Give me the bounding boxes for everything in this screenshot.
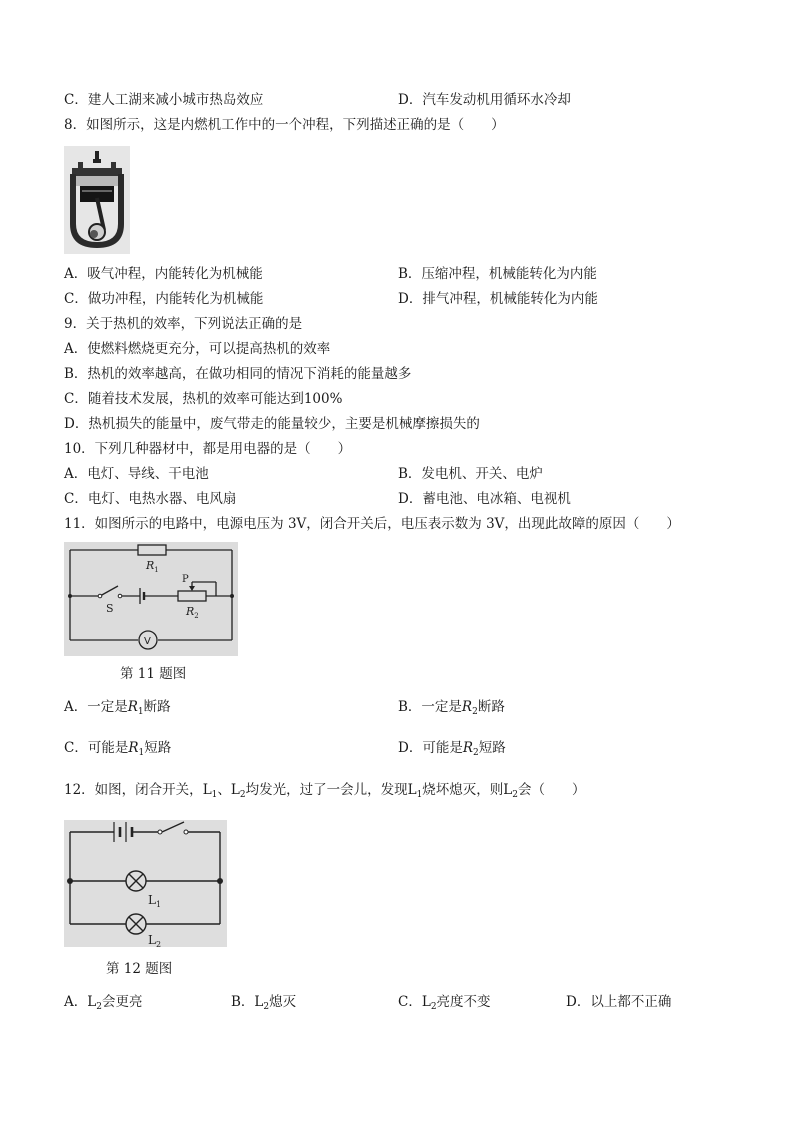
q12-figure-caption: 第 12 题图 [106,961,173,977]
q12-circuit-figure [64,820,227,947]
engine-stroke-figure [64,146,130,254]
q12-circuit-diagram [64,820,227,947]
q10-option-b: B．发电机、开关、电炉 [398,466,543,482]
voltmeter-label: V [144,636,151,647]
q9-option-d: D．热机损失的能量中，废气带走的能量较少，主要是机械摩擦损失的 [64,416,480,432]
q11-circuit-figure [64,542,238,656]
q8-stem: 8．如图所示，这是内燃机工作中的一个冲程，下列描述正确的是（ ） [64,117,505,133]
q7-option-c: C．建人工湖来减小城市热岛效应 [64,92,264,108]
q12-stem: 12．如图，闭合开关，$L_1$、$L_2$均发光，过了一会儿，发现$L_1$烧坏熄灭，则$L_2$会（ ） [64,782,586,800]
q11-option-a: A．一定是$R_1$断路 [64,699,171,717]
engine-cylinder-diagram [64,146,130,254]
q8-option-a: A．吸气冲程，内能转化为机械能 [64,266,263,282]
r1-label: $R_1$ [146,559,159,574]
q12-option-b: B．$L_2$熄灭 [231,994,297,1012]
q11-stem: 11．如图所示的电路中，电源电压为 3V，闭合开关后，电压表示数为 3V，出现此故障的原因（ ） [64,516,680,532]
l2-lamp-label: $L_2$ [148,933,162,947]
q10-option-d: D．蓄电池、电冰箱、电视机 [398,491,571,507]
q11-option-b: B．一定是$R_2$断路 [398,699,505,717]
q8-option-c: C．做功冲程，内能转化为机械能 [64,291,264,307]
r2-label: $R_2$ [186,605,199,620]
q11-circuit-diagram [64,542,238,656]
q12-option-d: D．以上都不正确 [566,994,672,1010]
q12-option-a: A．$L_2$会更亮 [64,994,143,1012]
q9-stem: 9．关于热机的效率，下列说法正确的是 [64,316,303,332]
q8-option-b: B．压缩冲程，机械能转化为内能 [398,266,597,282]
q9-option-b: B．热机的效率越高，在做功相同的情况下消耗的能量越多 [64,366,412,382]
q10-option-a: A．电灯、导线、干电池 [64,466,209,482]
q9-option-c: C．随着技术发展，热机的效率可能达到100% [64,391,343,407]
q11-option-c: C．可能是$R_1$短路 [64,740,172,758]
q7-option-d: D．汽车发动机用循环水冷却 [398,92,571,108]
q10-stem: 10．下列几种器材中，都是用电器的是（ ） [64,441,352,457]
q8-option-d: D．排气冲程，机械能转化为内能 [398,291,598,307]
q10-option-c: C．电灯、电热水器、电风扇 [64,491,237,507]
switch-s-label: S [106,602,114,615]
q9-option-a: A．使燃料燃烧更充分，可以提高热机的效率 [64,341,331,357]
slider-p-label: P [182,574,189,585]
l1-lamp-label: $L_1$ [148,893,162,909]
q11-figure-caption: 第 11 题图 [120,666,187,682]
q11-option-d: D．可能是$R_2$短路 [398,740,506,758]
q12-option-c: C．$L_2$亮度不变 [398,994,491,1012]
